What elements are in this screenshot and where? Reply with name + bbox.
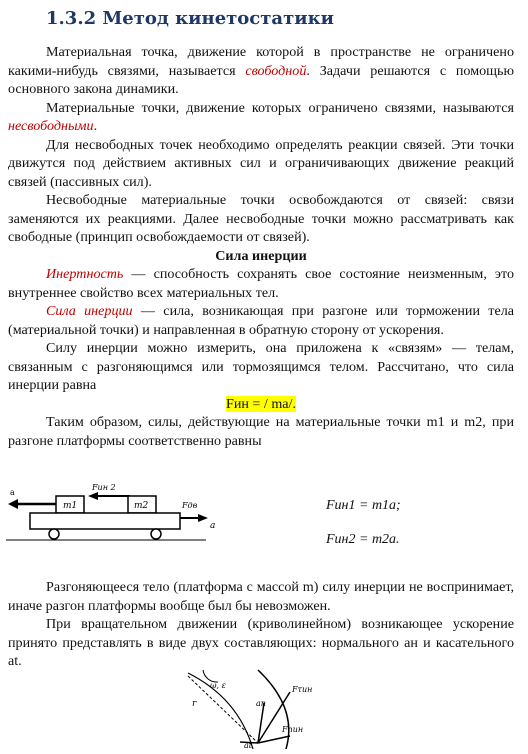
paragraph-free-point: Материальная точка, движение которой в пространстве не ограничено какими-нибудь связями, называется свободной. Задачи решаются с помощью основного закона динамики. xyxy=(8,44,514,97)
section-heading: 1.3.2 Метод кинетостатики xyxy=(46,8,334,29)
label-m2: m2 xyxy=(134,501,149,511)
label-r: r xyxy=(192,699,197,709)
body-text-bottom xyxy=(8,578,514,671)
label-fdv: Fдв xyxy=(182,501,198,510)
label-fin-t: Fτин xyxy=(292,685,313,694)
label-a-left: a xyxy=(10,488,15,497)
rotation-diagram xyxy=(158,668,318,749)
rotation-figure xyxy=(158,668,318,749)
label-fin-n: Fnин xyxy=(282,725,304,734)
label-m1: m1 xyxy=(63,501,78,511)
label-an: an xyxy=(256,699,266,708)
paragraph-inertness: Инертность — способность сохранять свое состояние неизменным, это внутреннее свойство всех материальных тел. xyxy=(8,266,514,301)
paragraph-reactions: Для несвободных точек необходимо определять реакции связей. Эти точки движутся под действием активных сил и ограничивающих движение реакций связей (пассивных сил). xyxy=(8,136,514,190)
platform-diagram xyxy=(6,478,221,558)
label-omega: ω, ε xyxy=(210,681,226,690)
platform-figure xyxy=(6,478,221,558)
paragraph-inertia-force-def: Сила инерции — сила, возникающая при разгоне или торможении тела (материальной точки) и направленная в обратную сторону от ускорения. xyxy=(8,303,515,338)
label-at: at xyxy=(244,741,252,749)
paragraph-rotation: При вращательном движении (криволинейном) возникающее ускорение принято представлять в виде двух составляющих: нормального aн и касательного at. xyxy=(8,616,514,669)
paragraph-measure: Силу инерции можно измерить, она приложена к «связям» — телам, связанным с разгоняющимся или тормозящимся телом. Рассчитано, что сила инерции равна xyxy=(8,340,514,393)
paragraph-release: Несвободные материальные точки освобождаются от связей: связи заменяются их реакциями. Далее несвободные точки можно рассматривать как свободные (принцип освобождаемости от связей). xyxy=(8,192,514,245)
subheading-inertia-force: Сила инерции xyxy=(215,247,307,264)
body-text-top xyxy=(8,43,514,450)
equation-fin2: Fин2 = m2a. xyxy=(326,532,400,547)
label-acc: a xyxy=(210,521,216,531)
paragraph-platform: Разгоняющееся тело (платформа с массой m) силу инерции не воспринимает, иначе разгон платформы вообще был бы невозможен. xyxy=(8,579,514,614)
paragraph-masses: Таким образом, силы, действующие на материальные точки m1 и m2, при разгоне платформы соответственно равны xyxy=(8,414,514,449)
inertia-equations xyxy=(326,489,401,557)
equation-fin1: Fин1 = m1a; xyxy=(326,498,401,513)
label-fin2: Fин 2 xyxy=(92,483,116,492)
formula-inertia: Fин = / ma/. xyxy=(225,395,296,412)
paragraph-nonfree-point: Материальные точки, движение которых ограничено связями, называются несвободными. xyxy=(8,99,514,134)
